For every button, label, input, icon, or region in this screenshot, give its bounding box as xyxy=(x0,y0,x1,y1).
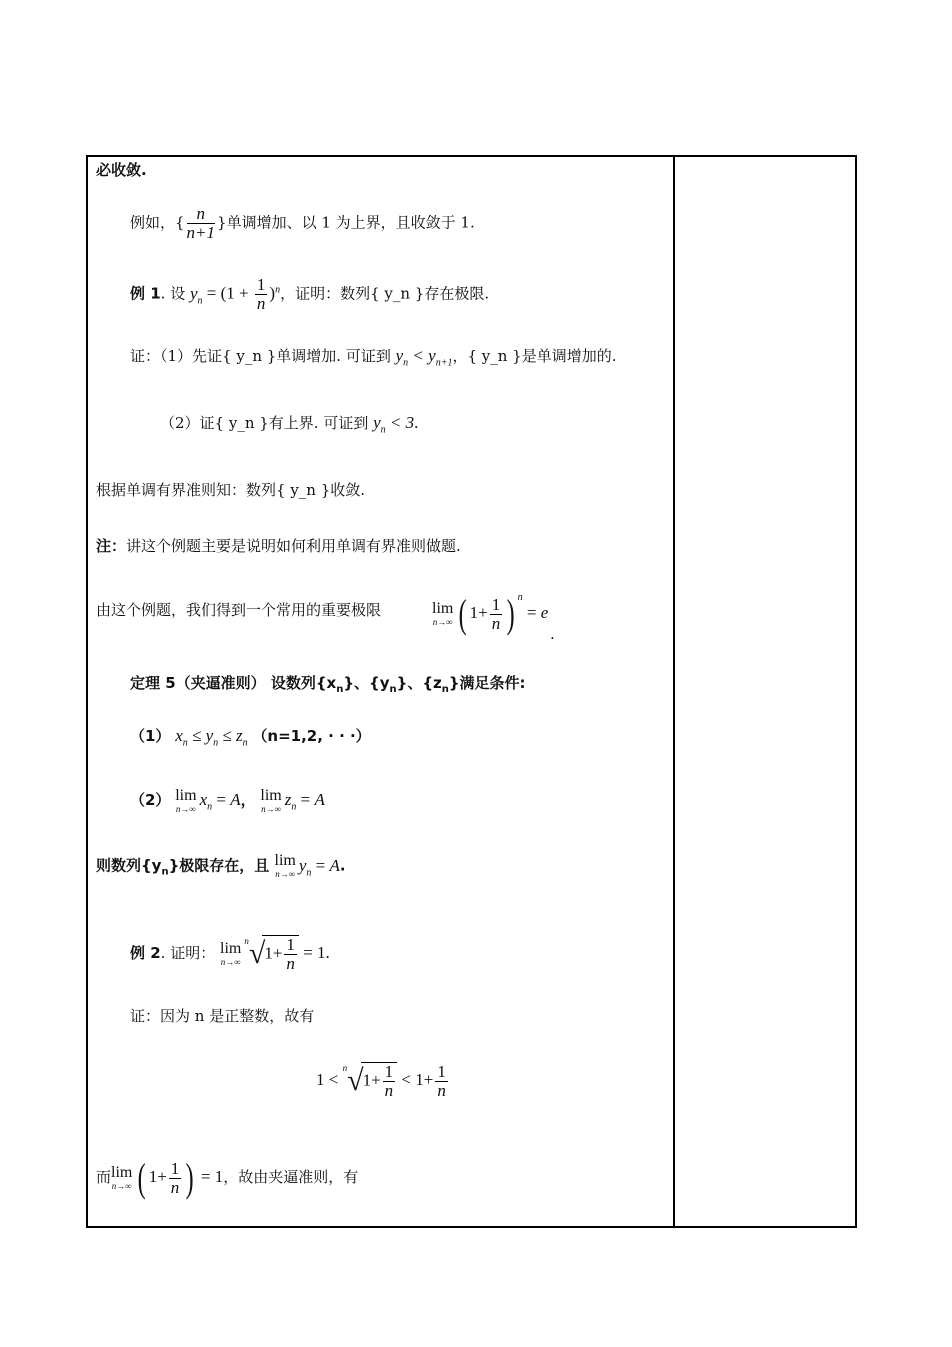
fraction xyxy=(187,205,215,242)
theorem5-conclusion: 则数列$\{y_n\}$极限存在，且 lim n→∞ $y_n = A$. xyxy=(96,852,346,879)
proof2-final: 而 lim n→∞ ( 1+ $\frac{1}{n}$ ) = 1，故由夹逼准则，有 xyxy=(96,1155,359,1200)
theorem5-condition2: （2） lim n→∞ $x_n = A$， lim n→∞ $z_n = A$ xyxy=(130,787,325,814)
fraction-1-over-n: $\frac{1}{n}$ xyxy=(256,275,266,313)
proof1-conclusion: 根据单调有界准则知：数列{ y_n }收敛. xyxy=(96,481,366,499)
conclusion-b: }极限存在，且 xyxy=(168,856,270,875)
proof2-final-a: 而 xyxy=(96,1168,112,1186)
example1: 例 1. 设 $y_n = (1$ + $\frac{1}{n}$ )$^n$，证明：数列{ y_n }存在极限. xyxy=(130,275,490,313)
important-limit-text: 由这个例题，我们得到一个常用的重要极限 xyxy=(96,601,382,619)
theorem5-title-d: }满足条件: xyxy=(448,674,526,692)
example2-text: . 证明： xyxy=(160,944,216,962)
fraction-denominator: n+1 xyxy=(186,223,216,242)
note xyxy=(96,536,461,556)
example1-label: 例 1 xyxy=(130,284,161,303)
intro-text: 必收敛. xyxy=(96,161,147,179)
formula-squeeze-inequality: 1 < $^n$√1+ $\frac{1}{n}$ < 1+ $\frac{1}{n}$ xyxy=(316,1061,446,1100)
formula-squeeze: $x_n \le y_n \le z_n$ xyxy=(175,726,248,749)
example-monotone xyxy=(130,205,475,242)
proof1-step1-tail: ，{ y_n }是单调增加的. xyxy=(452,347,617,365)
theorem5-title: 定理 5（夹逼准则） 设数列$\{x_n\}$、$\{y_n\}$、$\{z_n\}$满足条件: xyxy=(130,674,526,695)
column-divider xyxy=(673,157,675,1226)
example-monotone-suffix: }单调增加、以 1 为上界，且收敛于 1. xyxy=(217,213,475,232)
conclusion-end: . xyxy=(339,856,346,875)
example-monotone-prefix: 例如，{ xyxy=(130,213,185,232)
period-dot: . xyxy=(550,625,555,643)
theorem5-title-b: }、{y xyxy=(343,674,390,692)
proof1-step2-text: （2）证{ y_n }有上界. 可证到 xyxy=(160,414,369,432)
formula-y-def: $y_n$ xyxy=(190,283,203,306)
condition2-label: （2） xyxy=(130,791,171,809)
conclusion-a: 则数列{y xyxy=(96,856,162,875)
proof2-final-b: ，故由夹逼准则，有 xyxy=(223,1168,359,1186)
formula-bound: $y_n < 3$ xyxy=(373,413,415,436)
proof1-step1-text: 证：（1）先证{ y_n }单调增加. 可证到 xyxy=(130,347,391,365)
note-label: 注： xyxy=(96,537,127,555)
condition1-label: （1） xyxy=(130,727,171,745)
nth-root: $^n$√1+ $\frac{1}{n}$ xyxy=(244,935,299,973)
example2-label: 例 2 xyxy=(130,944,161,962)
formula-monotone: $y_n < y_{n+1}$ xyxy=(395,346,453,369)
example1-text-b: ，证明：数列{ y_n }存在极限. xyxy=(280,284,490,303)
formula-e-limit: lim n→∞ ( 1+ $\frac{1}{n}$ ) $^n$ = e xyxy=(432,591,549,636)
theorem5-title-a: 定理 5（夹逼准则） 设数列{x xyxy=(130,674,337,692)
note-text: 讲这个例题主要是说明如何利用单调有界准则做题. xyxy=(126,537,461,555)
theorem5-condition1 xyxy=(130,726,371,753)
important-limit xyxy=(96,600,381,620)
example1-text-a: . 设 xyxy=(160,284,186,303)
proof1-step1 xyxy=(130,346,616,373)
theorem5-title-c: }、{z xyxy=(396,674,442,692)
fraction-numerator: n xyxy=(187,205,215,224)
example2: 例 2. 证明： lim n→∞ $^n$√1+ $\frac{1}{n}$ = 1. xyxy=(130,935,330,973)
proof2-text: 证：因为 n 是正整数，故有 xyxy=(130,1007,315,1025)
proof1-step2: （2）证{ y_n }有上界. 可证到 $y_n < 3$. xyxy=(160,413,419,436)
condition1-tail: （n=1,2, · · ·） xyxy=(252,727,371,745)
